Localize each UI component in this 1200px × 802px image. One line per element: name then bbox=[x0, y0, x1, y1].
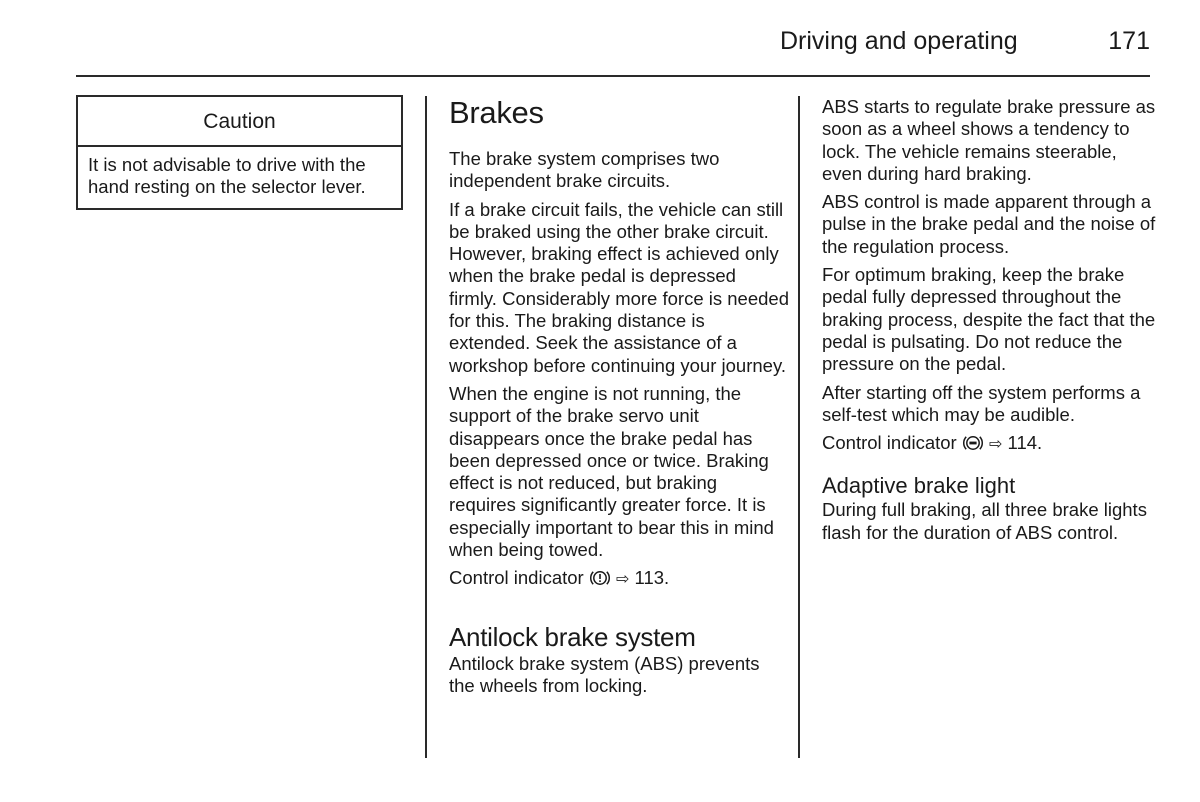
abs-heading: Antilock brake system bbox=[449, 621, 696, 652]
brakes-paragraph-2: If a brake circuit fails, the vehicle can still be braked using the other brake circuit. However, braking effect is achieved only when the brake pedal is depressed firmly. Considerably more force is needed for this. The braking distance is extended. Seek the assistance of a workshop before continuing your journey. bbox=[449, 198, 789, 376]
brake-warning-icon bbox=[589, 569, 611, 592]
header-rule bbox=[76, 75, 1150, 77]
abs-control-page: 114. bbox=[1007, 432, 1043, 454]
abs-control-label: Control indicator bbox=[822, 432, 957, 454]
brakes-control-label: Control indicator bbox=[449, 567, 584, 589]
page-header-title: Driving and operating bbox=[780, 27, 1018, 55]
column-divider-left bbox=[425, 96, 427, 758]
brakes-control-indicator bbox=[449, 567, 789, 592]
brakes-paragraph-3: When the engine is not running, the support of the brake servo unit disappears once the brake pedal has been depressed once or twice. Braking effect is not reduced, but braking requires significantly greater force. It is especially important to bear this in mind when being towed. bbox=[449, 382, 774, 561]
column-right bbox=[822, 96, 1157, 550]
adaptive-paragraph-1: During full braking, all three brake lights flash for the duration of ABS control. bbox=[822, 499, 1147, 543]
abs-control-indicator bbox=[822, 432, 1157, 457]
abs-warning-icon bbox=[962, 434, 984, 457]
caution-box bbox=[76, 95, 403, 210]
brakes-paragraph-1: The brake system comprises two independent brake circuits. bbox=[449, 148, 720, 192]
column-divider-right bbox=[798, 96, 800, 758]
reference-arrow-icon: ⇨ bbox=[615, 571, 630, 589]
abs-paragraph-5: After starting off the system performs a self-test which may be audible. bbox=[822, 381, 1141, 425]
caution-text: It is not advisable to drive with the hand resting on the selector lever. bbox=[88, 154, 366, 197]
caution-title: Caution bbox=[78, 97, 401, 147]
abs-paragraph-4: For optimum braking, keep the brake pedal fully depressed throughout the braking process, despite the fact that the pedal is pulsating. Do not reduce the pressure on the pedal. bbox=[822, 264, 1156, 375]
brakes-control-page: 113. bbox=[634, 567, 670, 589]
abs-paragraph-1: Antilock brake system (ABS) prevents the wheels from locking. bbox=[449, 652, 760, 696]
abs-paragraph-3: ABS control is made apparent through a pulse in the brake pedal and the noise of the regulation process. bbox=[822, 191, 1156, 257]
brakes-heading: Brakes bbox=[449, 95, 544, 130]
column-middle bbox=[449, 94, 789, 703]
abs-paragraph-2: ABS starts to regulate brake pressure as soon as a wheel shows a tendency to lock. The vehicle remains steerable, even during hard braking. bbox=[822, 96, 1156, 184]
adaptive-brake-light-heading: Adaptive brake light bbox=[822, 473, 1016, 499]
page-number: 171 bbox=[1108, 27, 1150, 55]
reference-arrow-icon: ⇨ bbox=[988, 436, 1003, 454]
